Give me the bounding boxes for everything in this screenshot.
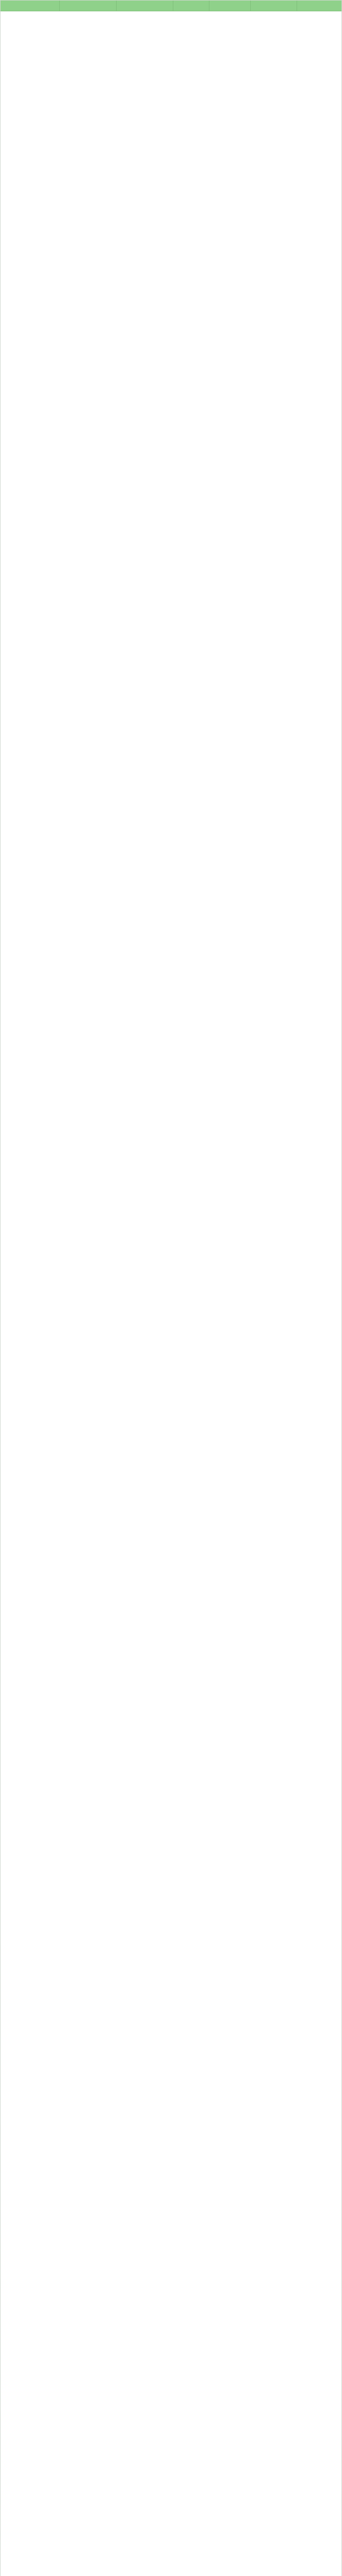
col-header-pct-2[interactable]: [297, 1, 341, 11]
col-header-price-2[interactable]: [117, 1, 173, 11]
col-header-unit[interactable]: [173, 1, 209, 11]
col-header-price-1[interactable]: [60, 1, 117, 11]
col-header-name[interactable]: [1, 1, 60, 11]
table-header: [1, 1, 341, 11]
table-body: [1, 11, 341, 2576]
col-header-pct-1[interactable]: [251, 1, 297, 11]
col-header-change[interactable]: [209, 1, 251, 11]
